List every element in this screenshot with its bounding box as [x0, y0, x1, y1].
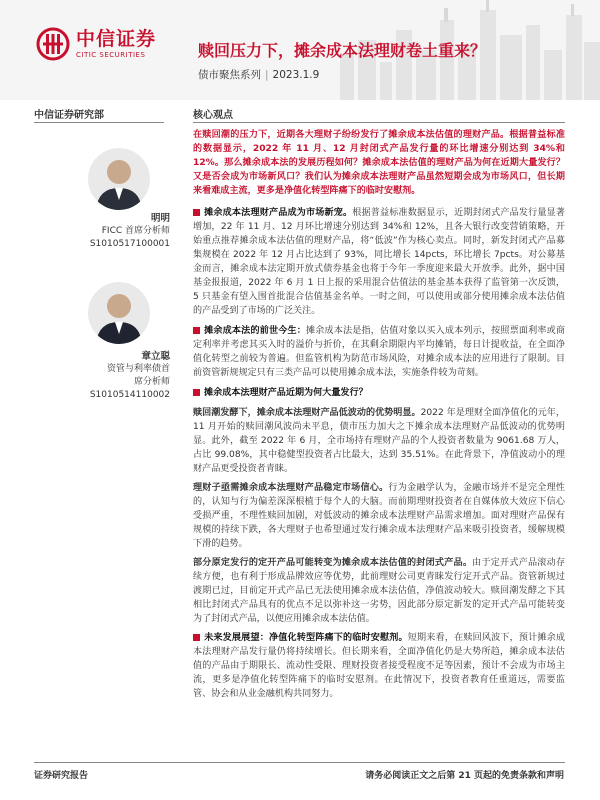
section-paragraph — [193, 386, 565, 400]
report-header — [0, 0, 600, 100]
analyst-card-2 — [20, 350, 170, 402]
sub-text: 2022 年是理财全面净值化的元年，11 月开始的赎回潮风波尚未平息，债市压力加大之下摊余成本法理财产品低波动的优势明显。此外，截至 2022 年 6 月，全市场持有理财产品的个人投资者数量为 9061.68 万人，占比 99.08%，其中稳健型投资者占比最大，达到 35.51%。在此背景下，净值波动小的理财产品更受投资者青睐。 — [193, 408, 565, 474]
sub-paragraph — [193, 556, 565, 626]
section-text: 短期来看，在赎回风波下，预计摊余成本法理财产品发行量仍将持续增长。但长期来看，全面净值化仍是大势所趋，摊余成本法估值的产品由于期限长、流动性受限、理财投资者接受程度不足等因素，预计不会成为市场主流，更多是净值化转型阵痛下的临时安慰剂。在此情况下，投资者教育任重道远，需要监管、协会和从业金融机构共同努力。 — [193, 633, 565, 699]
section-paragraph — [193, 206, 565, 318]
sub-paragraph — [193, 481, 565, 551]
research-dept: 中信证券研究部 — [34, 110, 104, 121]
series-separator: | — [265, 69, 269, 81]
sub-text: 由于定开式产品滚动存续方便，也有利于形成品牌效应等优势，此前理财公司更青睐发行定开式产品。资管新规过渡期已过，目前定开式产品已无法使用摊余成本法估值，净值波动较大。赎回潮发酵之下其相比封闭式产品具有的优点不足以弥补这一劣势，因此部分原定新发的定开式产品可能转变为了封闭式产品，以便应用摊余成本法估值。 — [193, 558, 565, 624]
series-name: 债市聚焦系列 — [198, 69, 261, 81]
section-label: 核心观点 — [193, 110, 233, 121]
square-bullet-icon — [193, 389, 200, 396]
citic-logo — [36, 20, 196, 68]
analyst-role: 资管与利率债首席分析师 — [106, 364, 170, 387]
analyst-name: 明明 — [150, 213, 170, 224]
analyst-card-1 — [20, 212, 170, 251]
analyst-photo-1 — [88, 148, 150, 210]
sub-heading: 赎回潮发酵下，摊余成本法理财产品低波动的优势明显。 — [193, 408, 421, 418]
footer-disclaimer: 请务必阅读正文之后第 21 页起的免责条款和声明 — [365, 771, 564, 781]
right-divider — [193, 122, 565, 123]
footer-divider — [34, 762, 565, 763]
section-paragraph — [193, 631, 565, 701]
report-series-line — [198, 67, 319, 82]
summary-paragraph: 在赎回潮的压力下，近期各大理财子纷纷发行了摊余成本法估值的理财产品。根据普益标准的数据显示，2022 年 11 月、12 月封闭式产品发行量的环比增速分别达到 34%和 12%。那么摊余成本法的发展历程如何？摊余成本法估值的理财产品为何在近期大量发行？又是否会成为市场新风口？我们认为摊余成本法理财产品虽然短期会成为市场风口，但长期来看难成主流，更多是净值化转型阵痛下的临时安慰剂。 — [193, 130, 565, 196]
person-icon — [88, 282, 150, 344]
section-heading: 摊余成本法理财产品近期为何大量发行？ — [204, 388, 368, 398]
section-heading: 未来发展展望：净值化转型阵痛下的临时安慰剂。 — [204, 633, 408, 643]
footer-report-type: 证券研究报告 — [34, 771, 89, 781]
analyst-photo-2 — [88, 282, 150, 344]
square-bullet-icon — [193, 634, 200, 641]
section-paragraph — [193, 324, 565, 380]
square-bullet-icon — [193, 327, 200, 334]
analyst-role: FICC 首席分析师 — [101, 226, 170, 236]
section-text: 根据普益标准数据显示，近期封闭式产品发行量显著增加，22 年 11 月、12 月环比增速分别达到 34%和 12%，且各大银行改变营销策略，开始重点推荐摊余成本法估值的理财产品，将“低波”作为核心卖点。同时，新发封闭式产品募集规模在 2022 年 12 月占比达到了 93%，同比增长 14pcts，环比增长 7pcts。对公募基金而言，摊余成本法定期开放式债券基金也将于今年一季度迎来最大开放季。此外，据中国基金报报道，2022 年 6 月 1 日上报的采用混合估值法的基金基本获得了监管第一次反馈，5 只基金有望入围首批混合估值基金名单。一时之间，可以使用或部分使用摊余成本法估值的产品受到了市场的广泛关注。 — [193, 208, 565, 316]
sub-heading: 理财子亟需摊余成本法理财产品稳定市场信心。 — [193, 483, 389, 493]
square-bullet-icon — [193, 209, 200, 216]
person-icon — [88, 148, 150, 210]
section-text: 摊余成本法是指，估值对象以买入成本列示，按照票面利率或商定利率并考虑其买入时的溢价与折价，在其剩余期限内平均摊销，每日计提收益，在全面净值化转型之前较为普遍。但监管机构为防范市场风险，对摊余成本法的应用进行了限制。目前资管新规规定只有三类产品可以使用摊余成本法，实施条件较为苛刻。 — [193, 326, 565, 378]
section-heading: 摊余成本法理财产品成为市场新宠。 — [204, 208, 353, 218]
left-divider — [34, 122, 164, 123]
report-date: 2023.1.9 — [272, 69, 320, 81]
analyst-name: 章立聪 — [141, 351, 170, 362]
analyst-license: S1010514110002 — [89, 390, 170, 400]
section-heading: 摊余成本法的前世今生： — [204, 326, 306, 336]
sub-heading: 部分原定发行的定开产品可能转变为摊余成本法估值的封闭式产品。 — [193, 558, 473, 568]
report-title: 赎回压力下，摊余成本法理财卷土重来？ — [198, 41, 487, 60]
brand-name-en: CITIC SECURITIES — [76, 51, 146, 59]
sub-text: 行为金融学认为，金融市场并不是完全理性的，认知与行为偏差深深根植于每个人的大脑。而前期理财投资者在自媒体放大效应下信心受损严重，不理性赎回加剧，对低波动的摊余成本法理财产品需求增加。面对理财产品保有规模的持续下跌，各大理财子也希望通过发行摊余成本法理财产品来吸引投资者，缓解规模下滑的趋势。 — [193, 483, 565, 549]
sub-paragraph — [193, 406, 565, 476]
citic-logo-icon — [36, 27, 70, 61]
brand-name-cn: 中信证券 — [76, 28, 157, 50]
report-body — [193, 128, 565, 707]
analyst-license: S1010517100001 — [89, 239, 170, 249]
